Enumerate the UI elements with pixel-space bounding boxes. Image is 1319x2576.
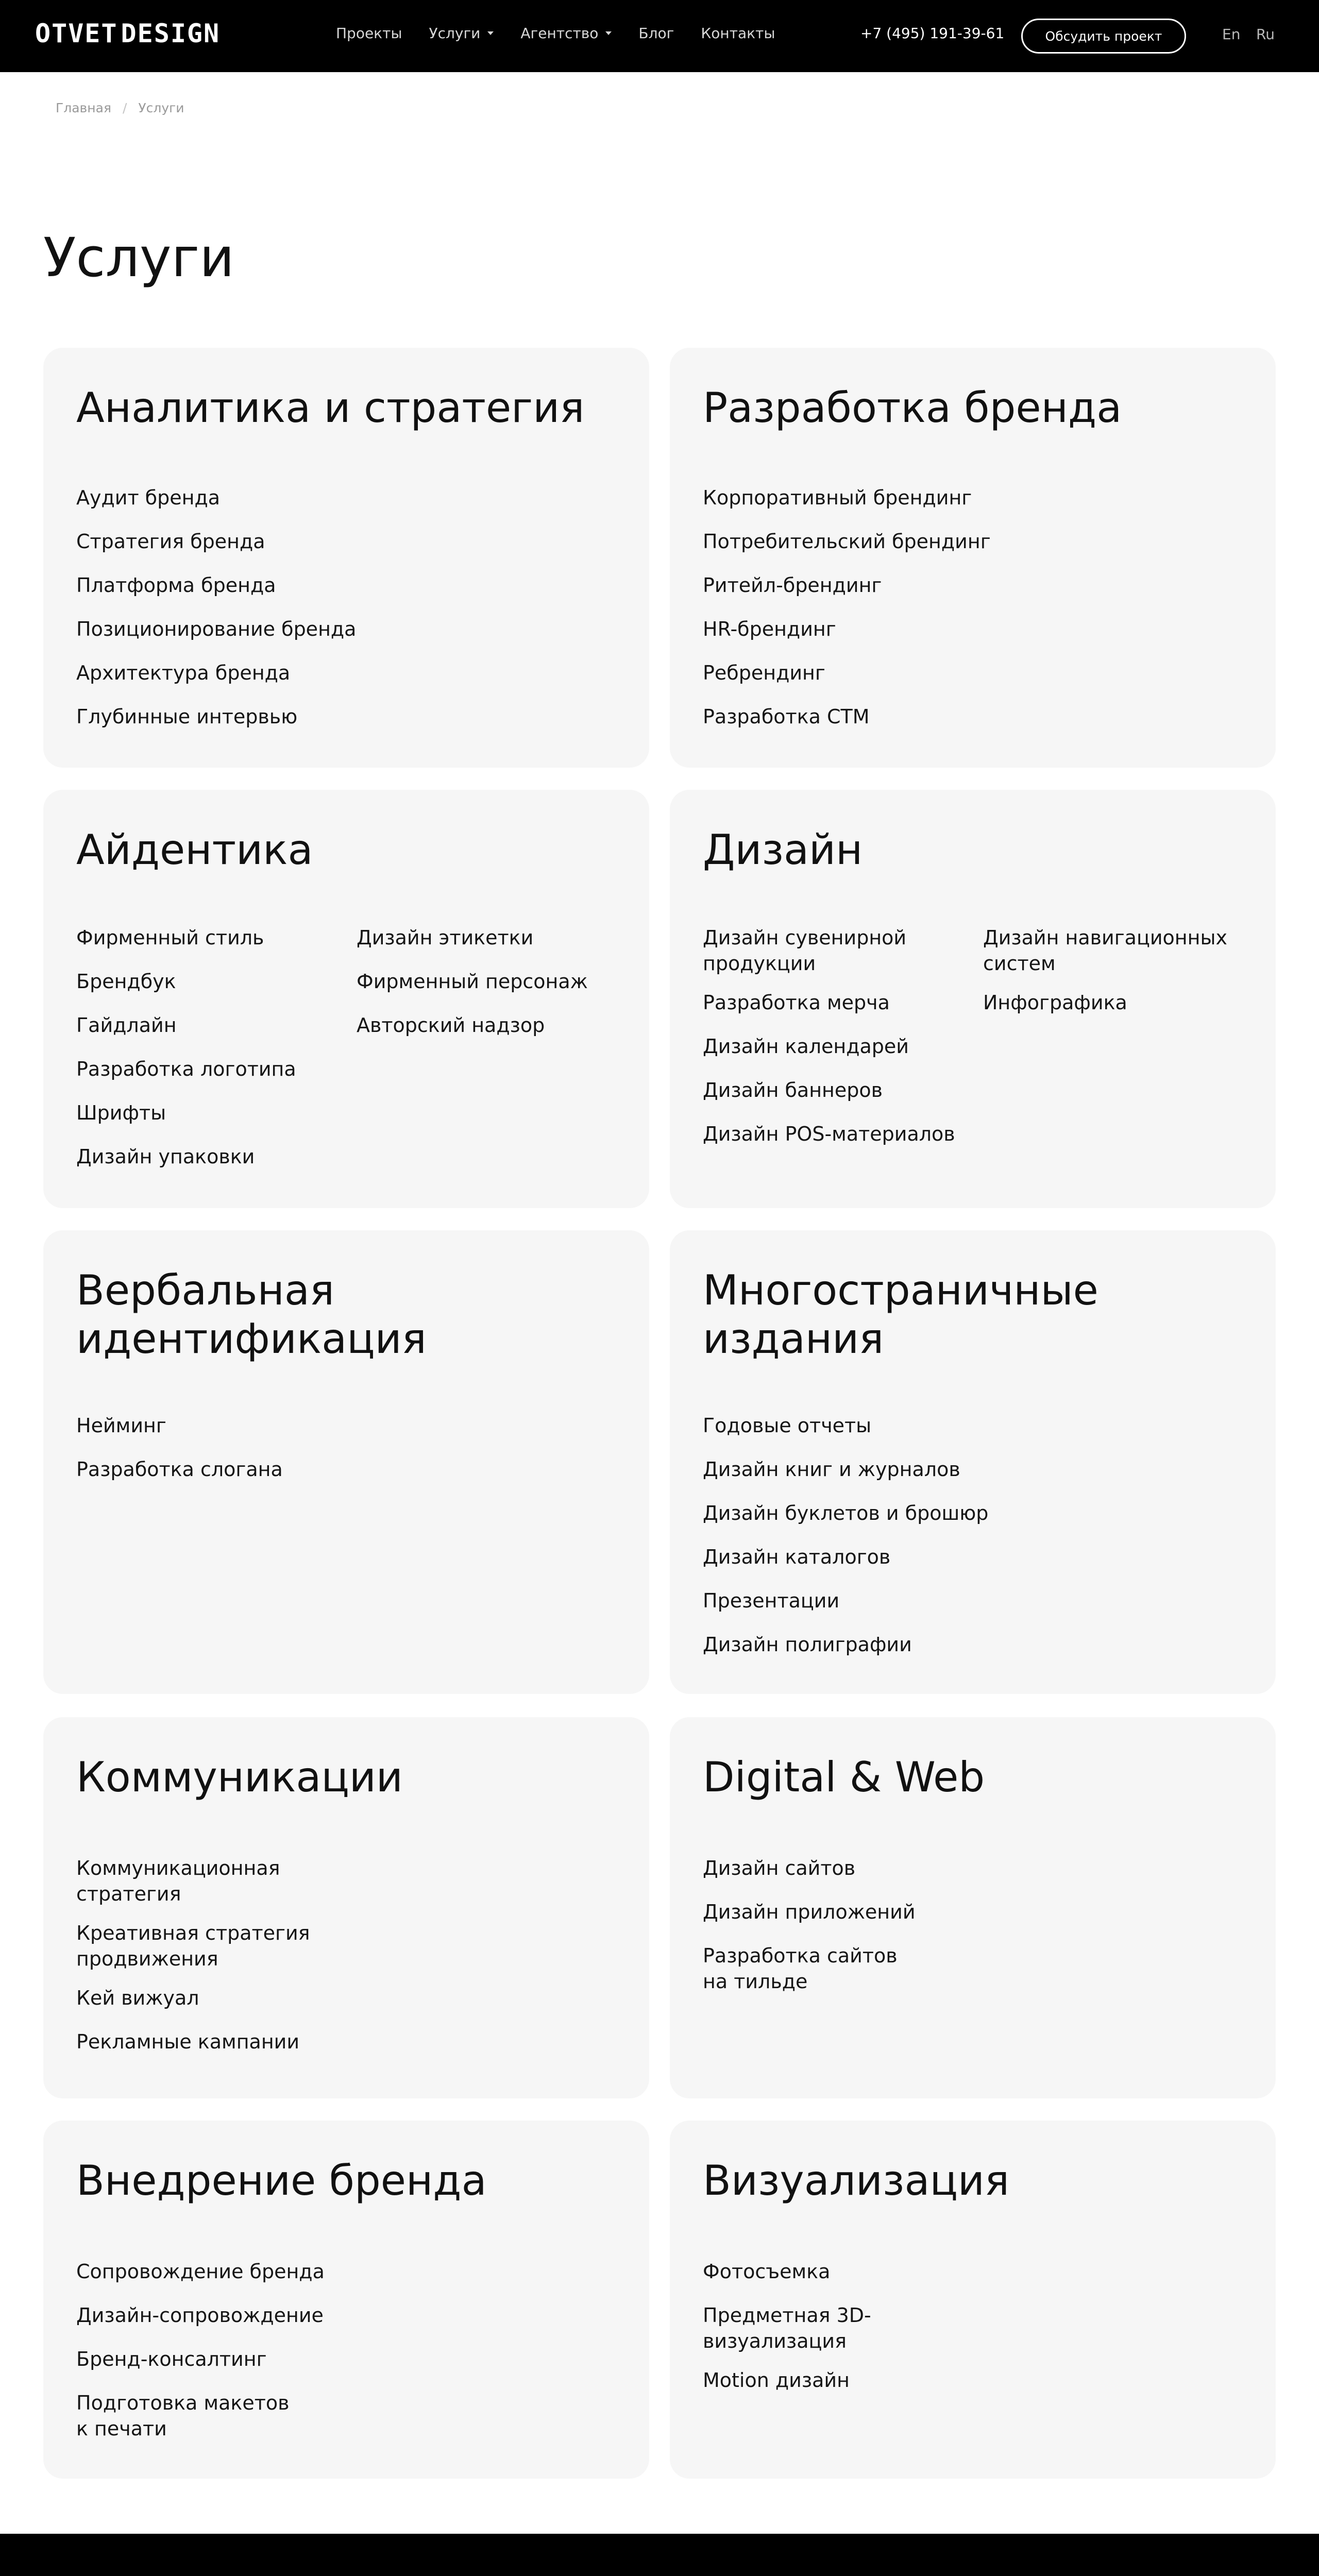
service-link[interactable]: Дизайн-сопровождение [76,2304,324,2327]
card-title: Аналитика и стратегия [76,384,585,432]
breadcrumb-current: Услуги [138,100,184,115]
service-link[interactable]: Годовые отчеты [703,1414,872,1437]
card-title: Многостраничные издания [703,1266,1098,1363]
service-link[interactable]: Дизайн полиграфии [703,1633,912,1656]
card-title: Визуализация [703,2157,1010,2205]
logo-part-2: DESIGN [121,19,221,48]
service-link[interactable]: Дизайн POS-материалов [703,1123,955,1145]
service-link[interactable]: Гайдлайн [76,1014,177,1037]
service-card-brand-development [670,348,1276,768]
card-title: Коммуникации [76,1753,403,1801]
nav-item-services[interactable] [429,25,494,42]
service-link[interactable]: Фирменный персонаж [357,970,588,993]
service-link[interactable]: Коммуникационная стратегия [76,1857,280,1905]
card-title: Айдентика [76,826,313,874]
lang-en-link[interactable]: En [1222,26,1241,43]
service-link[interactable]: Глубинные интервью [76,705,298,728]
service-link[interactable]: Потребительский брендинг [703,530,991,553]
service-card-multipage [670,1230,1276,1694]
service-card-digital-web [670,1717,1276,2098]
nav-item-agency[interactable] [520,25,612,42]
breadcrumb [56,100,184,115]
service-link[interactable]: Дизайн сайтов [703,1857,856,1879]
service-link[interactable]: Подготовка макетов к печати [76,2392,290,2440]
service-link[interactable]: Ребрендинг [703,662,825,684]
service-link[interactable]: HR-брендинг [703,618,836,640]
service-link[interactable]: Бренд-консалтинг [76,2348,267,2370]
lang-ru-link[interactable]: Ru [1256,26,1275,43]
service-list-col2 [983,925,1227,1033]
service-link[interactable]: Платформа бренда [76,574,276,597]
service-link[interactable]: Нейминг [76,1414,166,1437]
card-title: Внедрение бренда [76,2157,487,2205]
service-link[interactable]: Презентации [703,1589,840,1612]
service-link[interactable]: Авторский надзор [357,1014,545,1037]
service-list [76,485,356,748]
breadcrumb-home-link[interactable]: Главная [56,100,111,115]
service-link[interactable]: Архитектура бренда [76,662,291,684]
service-link[interactable]: Ритейл-брендинг [703,574,882,597]
nav-item-label: Блог [638,25,674,42]
service-card-verbal-identity [43,1230,649,1694]
nav-item-label: Контакты [701,25,775,42]
service-link[interactable]: Разработка мерча [703,991,890,1014]
nav-item-projects[interactable] [336,25,402,42]
discuss-project-button[interactable]: Обсудить проект [1021,19,1186,54]
nav-item-label: Услуги [429,25,481,42]
service-link[interactable]: Корпоративный брендинг [703,486,972,509]
service-list-col2 [357,925,588,1056]
service-list [76,2259,325,2455]
service-card-analytics [43,348,649,768]
service-link[interactable]: Разработка сайтов на тильде [703,1944,898,1993]
service-link[interactable]: Креативная стратегия продвижения [76,1922,310,1970]
service-link[interactable]: Брендбук [76,970,176,993]
service-link[interactable]: Дизайн буклетов и брошюр [703,1502,989,1524]
service-link[interactable]: Motion дизайн [703,2369,850,2392]
service-link[interactable]: Разработка слогана [76,1458,283,1481]
service-card-communications [43,1717,649,2098]
service-link[interactable]: Дизайн навигационных систем [983,926,1227,975]
service-list [703,1413,988,1675]
nav-item-label: Агентство [520,25,599,42]
service-link[interactable]: Фирменный стиль [76,926,264,949]
service-list [703,2259,871,2411]
service-link[interactable]: Дизайн этикетки [357,926,534,949]
service-link[interactable]: Дизайн календарей [703,1035,909,1058]
service-link[interactable]: Дизайн книг и журналов [703,1458,960,1481]
service-link[interactable]: Сопровождение бренда [76,2260,325,2283]
breadcrumb-separator: / [122,100,127,115]
service-link[interactable]: Рекламные кампании [76,2030,300,2053]
service-link[interactable]: Стратегия бренда [76,530,265,553]
footer-contact-section [0,2534,1319,2576]
service-link[interactable]: Дизайн приложений [703,1901,916,1923]
service-link[interactable]: Дизайн сувенирной продукции [703,926,907,975]
service-link[interactable]: Предметная 3D- визуализация [703,2304,871,2352]
site-header [0,0,1319,72]
service-link[interactable]: Инфографика [983,991,1127,1014]
service-link[interactable]: Дизайн баннеров [703,1079,883,1101]
caret-down-icon [487,31,494,35]
service-list [703,1855,916,2008]
service-list [76,1413,283,1500]
nav-item-contacts[interactable] [701,25,775,42]
main-nav [336,25,775,42]
service-card-visualization [670,2121,1276,2479]
header-phone-link[interactable]: +7 (495) 191-39-61 [860,25,1005,42]
service-link[interactable]: Дизайн упаковки [76,1145,255,1168]
caret-down-icon [605,31,612,35]
card-title: Digital & Web [703,1753,985,1801]
service-link[interactable]: Разработка СТМ [703,705,870,728]
service-link[interactable]: Шрифты [76,1101,166,1124]
service-card-brand-implementation [43,2121,649,2479]
card-title: Разработка бренда [703,384,1122,432]
service-link[interactable]: Фотосъемка [703,2260,831,2283]
service-card-design [670,790,1276,1208]
page-title: Услуги [43,226,234,289]
service-link[interactable]: Кей вижуал [76,1987,199,2009]
service-link[interactable]: Позиционирование бренда [76,618,357,640]
nav-item-blog[interactable] [638,25,674,42]
service-card-identity [43,790,649,1208]
service-link[interactable]: Аудит бренда [76,486,221,509]
service-list [76,1855,310,2073]
service-list [703,485,991,748]
card-title: Дизайн [703,826,863,874]
site-logo[interactable] [35,19,226,48]
service-link[interactable]: Разработка логотипа [76,1058,296,1080]
service-link[interactable]: Дизайн каталогов [703,1546,891,1568]
card-title: Вербальная идентификация [76,1266,427,1363]
logo-part-1: OTVET [35,19,118,48]
service-list-col1 [76,925,296,1188]
service-list-col1 [703,925,955,1165]
nav-item-label: Проекты [336,25,402,42]
